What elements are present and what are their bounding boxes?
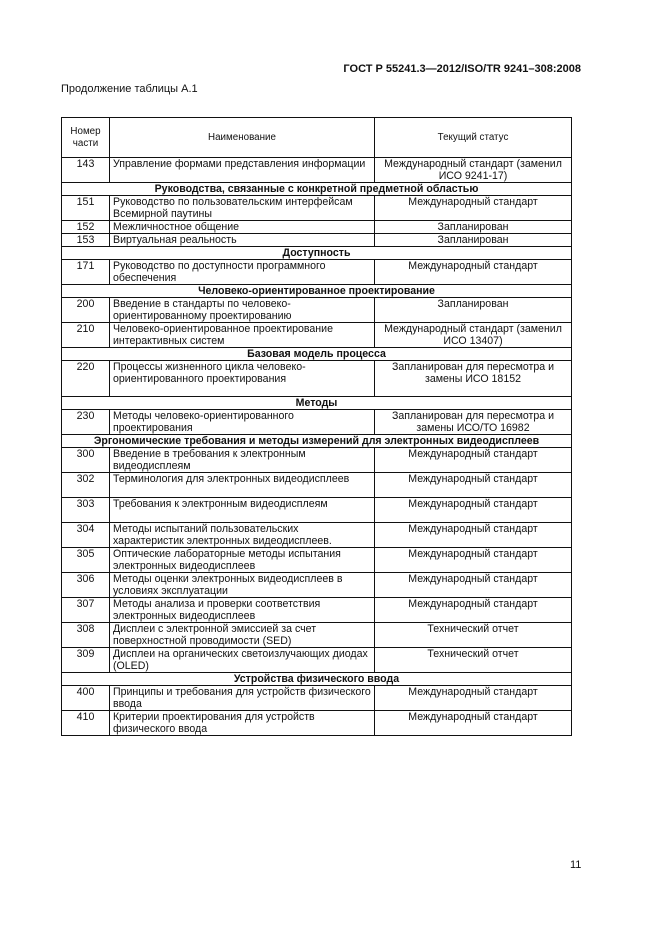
section-heading: Устройства физического ввода (62, 673, 572, 686)
table-row (62, 196, 572, 221)
section-heading: Эргономические требования и методы измерений для электронных видеодисплеев (62, 435, 572, 448)
title-cell: Человеко-ориентированное проектирование интерактивных систем (110, 323, 375, 348)
column-header-status: Текущий статус (375, 118, 572, 158)
status-cell: Международный стандарт (375, 196, 572, 221)
status-cell: Запланирован для пересмотра и замены ИСО/ТО 16982 (375, 410, 572, 435)
table-row (62, 158, 572, 183)
status-cell: Запланирован для пересмотра и замены ИСО 18152 (375, 361, 572, 397)
title-cell: Процессы жизненного цикла человеко-ориентированного проектирования (110, 361, 375, 397)
column-header-name: Наименование (110, 118, 375, 158)
status-cell: Запланирован (375, 221, 572, 234)
part-number-cell: 304 (62, 523, 110, 548)
section-heading-row (62, 673, 572, 686)
table-row (62, 548, 572, 573)
status-cell: Международный стандарт (375, 686, 572, 711)
table-row (62, 221, 572, 234)
table-row (62, 260, 572, 285)
title-cell: Принципы и требования для устройств физического ввода (110, 686, 375, 711)
table-row (62, 686, 572, 711)
title-cell: Методы испытаний пользовательских характеристик электронных видеодисплеев. (110, 523, 375, 548)
table-row (62, 623, 572, 648)
table-row (62, 598, 572, 623)
part-number-cell: 308 (62, 623, 110, 648)
part-number-cell: 200 (62, 298, 110, 323)
part-number-cell: 305 (62, 548, 110, 573)
part-number-cell: 210 (62, 323, 110, 348)
table-row (62, 410, 572, 435)
table-header-row (62, 118, 572, 158)
part-number-cell: 307 (62, 598, 110, 623)
title-cell: Введение в требования к электронным видеодисплеям (110, 448, 375, 473)
status-cell: Международный стандарт (375, 711, 572, 736)
section-heading: Человеко-ориентированное проектирование (62, 285, 572, 298)
part-number-cell: 152 (62, 221, 110, 234)
part-number-cell: 151 (62, 196, 110, 221)
title-cell: Дисплеи с электронной эмиссией за счет поверхностной проводимости (SED) (110, 623, 375, 648)
title-cell: Методы оценки электронных видеодисплеев в условиях эксплуатации (110, 573, 375, 598)
part-number-cell: 230 (62, 410, 110, 435)
table-row (62, 498, 572, 523)
title-cell: Виртуальная реальность (110, 234, 375, 247)
part-number-cell: 306 (62, 573, 110, 598)
table-row (62, 523, 572, 548)
standards-table (61, 117, 572, 736)
status-cell: Международный стандарт (заменил ИСО 9241-17) (375, 158, 572, 183)
table-row (62, 573, 572, 598)
status-cell: Запланирован (375, 298, 572, 323)
title-cell: Оптические лабораторные методы испытания электронных видеодисплеев (110, 548, 375, 573)
part-number-cell: 400 (62, 686, 110, 711)
table-row (62, 448, 572, 473)
part-number-cell: 303 (62, 498, 110, 523)
status-cell: Запланирован (375, 234, 572, 247)
status-cell: Международный стандарт (375, 548, 572, 573)
part-number-cell: 309 (62, 648, 110, 673)
title-cell: Терминология для электронных видеодисплеев (110, 473, 375, 498)
part-number-cell: 171 (62, 260, 110, 285)
title-cell: Критерии проектирования для устройств физического ввода (110, 711, 375, 736)
part-number-cell: 153 (62, 234, 110, 247)
table-row (62, 234, 572, 247)
section-heading-row (62, 285, 572, 298)
part-number-cell: 220 (62, 361, 110, 397)
status-cell: Международный стандарт (375, 573, 572, 598)
status-cell: Международный стандарт (375, 598, 572, 623)
document-header: ГОСТ Р 55241.3—2012/ISO/TR 9241–308:2008 (343, 63, 581, 75)
status-cell: Технический отчет (375, 648, 572, 673)
status-cell: Международный стандарт (заменил ИСО 13407) (375, 323, 572, 348)
section-heading: Доступность (62, 247, 572, 260)
section-heading-row (62, 183, 572, 196)
section-heading-row (62, 348, 572, 361)
section-heading: Базовая модель процесса (62, 348, 572, 361)
title-cell: Методы человеко-ориентированного проектирования (110, 410, 375, 435)
table-row (62, 361, 572, 397)
section-heading-row (62, 397, 572, 410)
title-cell: Межличностное общение (110, 221, 375, 234)
part-number-cell: 143 (62, 158, 110, 183)
table-row (62, 648, 572, 673)
title-cell: Введение в стандарты по человеко-ориентированному проектированию (110, 298, 375, 323)
title-cell: Руководство по пользовательским интерфейсам Всемирной паутины (110, 196, 375, 221)
page-number: 11 (570, 859, 582, 871)
table-body (62, 158, 572, 736)
status-cell: Технический отчет (375, 623, 572, 648)
part-number-cell: 410 (62, 711, 110, 736)
part-number-cell: 302 (62, 473, 110, 498)
title-cell: Методы анализа и проверки соответствия электронных видеодисплеев (110, 598, 375, 623)
title-cell: Дисплеи на органических светоизлучающих диодах (OLED) (110, 648, 375, 673)
status-cell: Международный стандарт (375, 498, 572, 523)
section-heading-row (62, 247, 572, 260)
column-header-number: Номер части (62, 118, 110, 158)
status-cell: Международный стандарт (375, 448, 572, 473)
section-heading: Методы (62, 397, 572, 410)
section-heading: Руководства, связанные с конкретной предметной областью (62, 183, 572, 196)
table-row (62, 298, 572, 323)
part-number-cell: 300 (62, 448, 110, 473)
status-cell: Международный стандарт (375, 473, 572, 498)
title-cell: Руководство по доступности программного обеспечения (110, 260, 375, 285)
table-row (62, 323, 572, 348)
title-cell: Требования к электронным видеодисплеям (110, 498, 375, 523)
table-caption: Продолжение таблицы А.1 (61, 83, 198, 95)
status-cell: Международный стандарт (375, 260, 572, 285)
title-cell: Управление формами представления информации (110, 158, 375, 183)
table-row (62, 473, 572, 498)
section-heading-row (62, 435, 572, 448)
table-row (62, 711, 572, 736)
status-cell: Международный стандарт (375, 523, 572, 548)
